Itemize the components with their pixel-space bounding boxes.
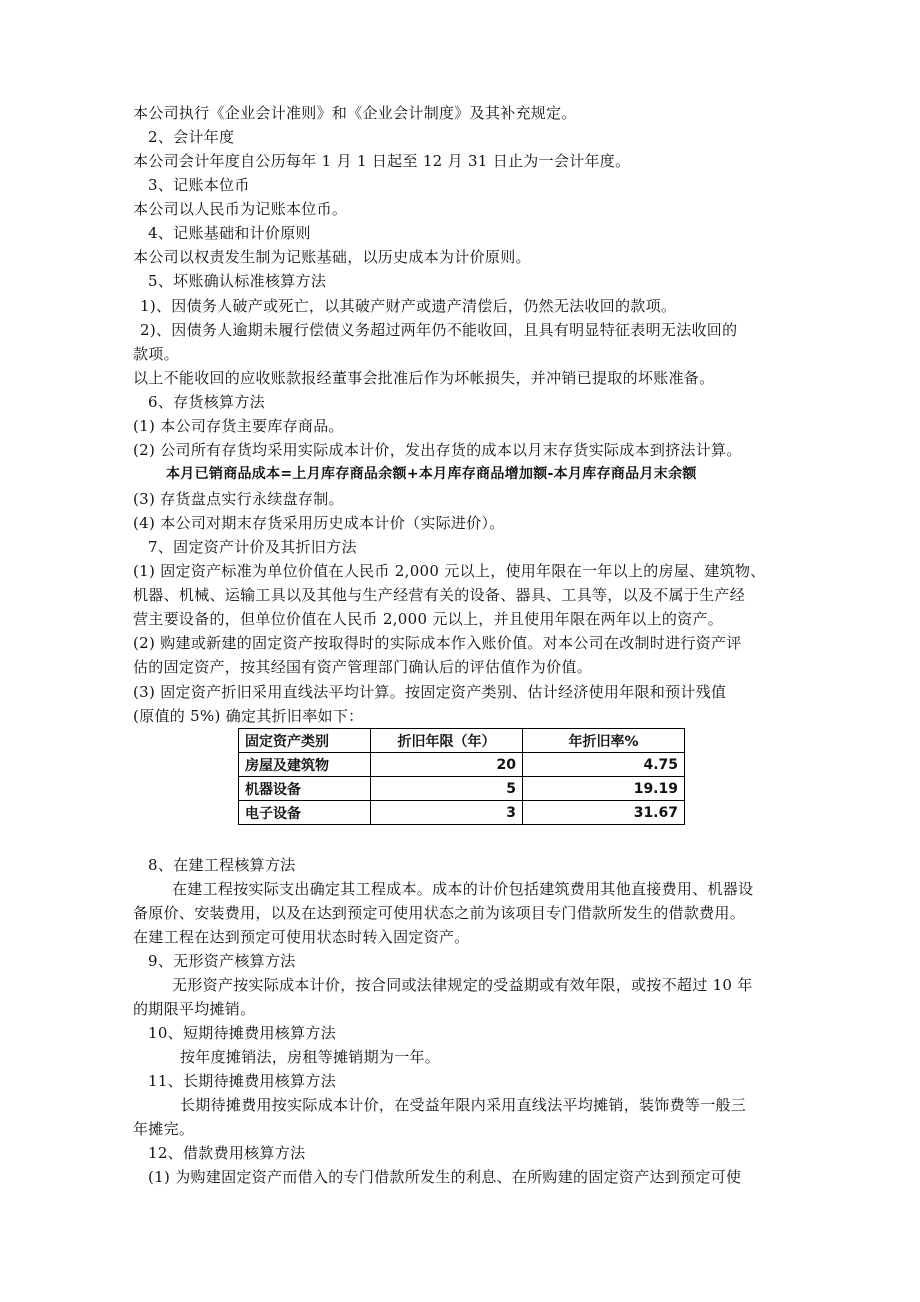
- table-header: 折旧年限（年）: [371, 729, 523, 753]
- text-line: (3) 固定资产折旧采用直线法平均计算。按固定资产类别、估计经济使用年限和预计残值: [133, 683, 727, 701]
- table-cell: 19.19: [523, 777, 685, 801]
- table-cell: 31.67: [523, 801, 685, 825]
- table-header: 年折旧率%: [523, 729, 685, 753]
- text-line: (4) 本公司对期末存货采用历史成本计价（实际进价）。: [133, 514, 505, 532]
- text-line: 款项。: [133, 345, 179, 363]
- table-cell: 5: [371, 777, 523, 801]
- section-heading: 4、记账基础和计价原则: [148, 224, 311, 242]
- text-line: 2)、因债务人逾期未履行偿债义务超过两年仍不能收回，且具有明显特征表明无法收回的: [140, 321, 738, 339]
- text-line: 年摊完。: [133, 1120, 195, 1138]
- text-line: 按年度摊销法，房租等摊销期为一年。: [180, 1048, 441, 1066]
- text-line: 的期限平均摊销。: [133, 1000, 256, 1018]
- section-heading: 12、借款费用核算方法: [148, 1144, 306, 1162]
- text-line: 1)、因债务人破产或死亡，以其破产财产或遗产清偿后，仍然无法收回的款项。: [140, 297, 677, 315]
- text-line: 估的固定资产，按其经国有资产管理部门确认后的评估值作为价值。: [133, 658, 593, 676]
- text-line: 在建工程在达到预定可使用状态时转入固定资产。: [133, 928, 470, 946]
- text-line: 在建工程按实际支出确定其工程成本。成本的计价包括建筑费用其他直接费用、机器设: [172, 880, 754, 898]
- section-heading: 10、短期待摊费用核算方法: [148, 1024, 336, 1042]
- text-line: 营主要设备的，但单位价值在人民币 2,000 元以上，并且使用年限在两年以上的资产。: [133, 610, 724, 628]
- table-cell: 机器设备: [239, 777, 371, 801]
- text-line: 本公司会计年度自公历每年 1 月 1 日起至 12 月 31 日止为一会计年度。: [133, 152, 631, 170]
- section-heading: 9、无形资产核算方法: [148, 952, 296, 970]
- text-line: (3) 存货盘点实行永续盘存制。: [133, 490, 344, 508]
- text-line: 长期待摊费用按实际成本计价，在受益年限内采用直线法平均摊销，装饰费等一般三: [180, 1096, 747, 1114]
- table-row: [239, 801, 685, 825]
- text-line: (2) 公司所有存货均采用实际成本计价，发出存货的成本以月末存货实际成本到挤法计算。: [133, 441, 742, 459]
- text-line: 本公司以人民币为记账本位币。: [133, 200, 348, 218]
- text-line: 以上不能收回的应收账款报经董事会批准后作为坏帐损失，并冲销已提取的坏账准备。: [133, 369, 715, 387]
- table-cell: 3: [371, 801, 523, 825]
- section-heading: 3、记账本位币: [148, 176, 250, 194]
- table-row: [239, 777, 685, 801]
- text-line: 本公司以权责发生制为记账基础，以历史成本为计价原则。: [133, 248, 531, 266]
- depreciation-table: [238, 728, 685, 825]
- section-heading: 7、固定资产计价及其折旧方法: [148, 538, 357, 556]
- section-heading: 6、存货核算方法: [148, 393, 265, 411]
- text-line: 无形资产按实际成本计价，按合同或法律规定的受益期或有效年限，或按不超过 10 年: [172, 976, 753, 994]
- section-heading: 11、长期待摊费用核算方法: [148, 1072, 336, 1090]
- formula-line: 本月已销商品成本=上月库存商品余额+本月库存商品增加额-本月库存商品月末余额: [166, 466, 697, 482]
- text-line: (原值的 5%) 确定其折旧率如下：: [133, 707, 364, 725]
- table-cell: 电子设备: [239, 801, 371, 825]
- table-cell: 4.75: [523, 753, 685, 777]
- section-heading: 2、会计年度: [148, 128, 235, 146]
- text-line: (1) 本公司存货主要库存商品。: [133, 417, 344, 435]
- section-heading: 8、在建工程核算方法: [148, 856, 296, 874]
- text-line: 备原价、安装费用，以及在达到预定可使用状态之前为该项目专门借款所发生的借款费用。: [133, 904, 746, 922]
- table-cell: 房屋及建筑物: [239, 753, 371, 777]
- table-header: 固定资产类别: [239, 729, 371, 753]
- table-cell: 20: [371, 753, 523, 777]
- section-heading: 5、坏账确认标准核算方法: [148, 272, 327, 290]
- text-line: (1) 固定资产标准为单位价值在人民币 2,000 元以上，使用年限在一年以上的房屋、建筑物、: [133, 562, 766, 580]
- text-line: (2) 购建或新建的固定资产按取得时的实际成本作入账价值。对本公司在改制时进行资产评: [133, 634, 742, 652]
- table-header-row: [239, 729, 685, 753]
- text-line: 本公司执行《企业会计准则》和《企业会计制度》及其补充规定。: [133, 104, 577, 122]
- text-line: (1) 为购建固定资产而借入的专门借款所发生的利息、在所购建的固定资产达到预定可使: [148, 1168, 742, 1186]
- text-line: 机器、机械、运输工具以及其他与生产经营有关的设备、器具、工具等，以及不属于生产经: [133, 586, 746, 604]
- table-row: [239, 753, 685, 777]
